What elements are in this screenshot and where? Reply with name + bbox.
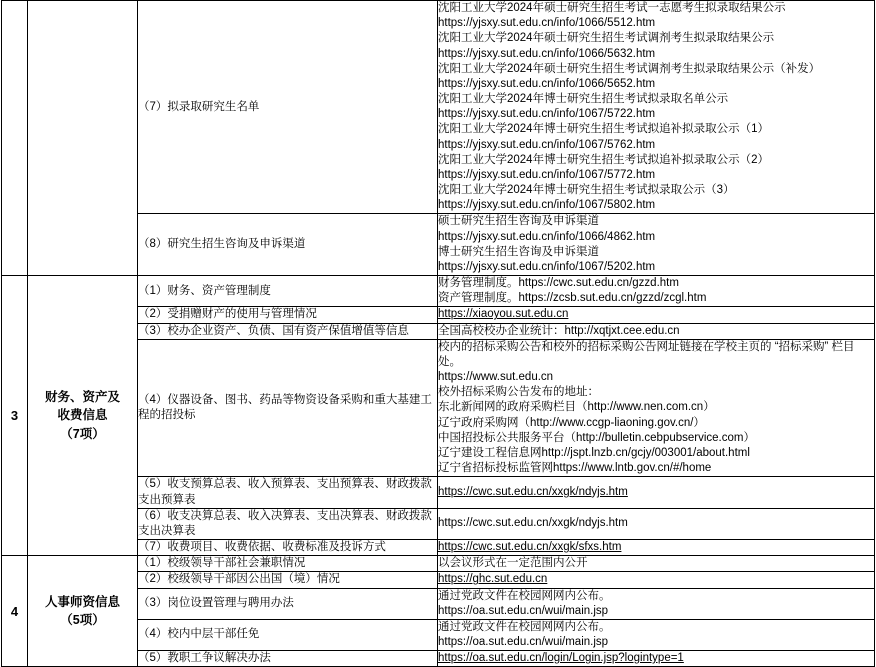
link-url[interactable]: https://oa.sut.edu.cn/wui/main.jsp	[438, 636, 609, 649]
row-category	[28, 276, 138, 556]
link-url[interactable]: https://yjsxy.sut.edu.cn/info/1066/5632.htm	[438, 47, 656, 60]
item-links	[438, 1, 875, 214]
link-url[interactable]: 辽宁省招标投标监管网https://www.lntb.gov.cn/#/home	[438, 462, 712, 475]
item-label: （7）收费项目、收费依据、收费标准及投诉方式	[138, 540, 438, 556]
item-links	[438, 556, 875, 572]
item-label: （7）拟录取研究生名单	[138, 1, 438, 214]
item-links	[438, 477, 875, 508]
link-url[interactable]: 中国招投标公共服务平台（http://bulletin.cebpubservice.com）	[438, 431, 755, 444]
category-line: （5项）	[60, 613, 105, 628]
item-label: （4）仪器设备、图书、药品等物资设备采购和重大基建工程的招投标	[138, 339, 438, 477]
link-url[interactable]: https://yjsxy.sut.edu.cn/info/1067/5722.htm	[438, 108, 656, 121]
row-category	[28, 1, 138, 276]
item-label: （1）财务、资产管理制度	[138, 276, 438, 307]
link-text: 沈阳工业大学2024年硕士研究生招生考试一志愿考生拟录取结果公示	[438, 2, 786, 14]
item-links	[438, 651, 875, 667]
item-links	[438, 276, 875, 307]
item-label: （3）校办企业资产、负债、国有资产保值增值等信息	[138, 323, 438, 339]
link-url[interactable]: https://yjsxy.sut.edu.cn/info/1067/5772.htm	[438, 168, 656, 181]
link-text: 通过党政文件在校园网网内公布。	[438, 620, 611, 633]
link-url[interactable]: https://cwc.sut.edu.cn/xxgk/sfxs.htm	[438, 541, 622, 554]
link-url[interactable]: 全国高校校办企业统计：http://xqtjxt.cee.edu.cn	[438, 324, 680, 337]
link-url[interactable]: https://cwc.sut.edu.cn/xxgk/ndyjs.htm	[438, 517, 628, 530]
link-text: 博士研究生招生咨询及申诉渠道	[438, 245, 599, 258]
link-text: 沈阳工业大学2024年博士研究生招生考试拟追补拟录取公示（1）	[438, 123, 769, 136]
link-text: 沈阳工业大学2024年硕士研究生招生考试调剂考生拟录取结果公示（补发）	[438, 62, 821, 75]
link-url[interactable]: 资产管理制度。https://zcsb.sut.edu.cn/gzzd/zcgl.htm	[438, 292, 707, 305]
link-url[interactable]: https://yjsxy.sut.edu.cn/info/1066/4862.htm	[438, 230, 656, 243]
item-label: （1）校级领导干部社会兼职情况	[138, 556, 438, 572]
link-text: 校外招标采购公告发布的地址：	[438, 386, 599, 399]
link-url[interactable]: 辽宁政府采购网（http://www.ccgp-liaoning.gov.cn/）	[438, 416, 705, 429]
item-links	[438, 619, 875, 650]
link-url[interactable]: 辽宁建设工程信息网http://jspt.lnzb.cn/gcjy/003001/about.html	[438, 446, 750, 459]
item-label: （2）受捐赠财产的使用与管理情况	[138, 307, 438, 323]
item-label: （2）校级领导干部因公出国（境）情况	[138, 572, 438, 588]
item-links	[438, 508, 875, 539]
table-row	[2, 276, 875, 307]
item-links	[438, 214, 875, 276]
link-text: 沈阳工业大学2024年博士研究生招生考试拟录取名单公示	[438, 93, 729, 106]
category-line: 收费信息	[57, 408, 108, 423]
link-text: 处。	[438, 355, 461, 368]
table-row	[2, 556, 875, 572]
item-label: （4）校内中层干部任免	[138, 619, 438, 650]
item-links	[438, 588, 875, 619]
link-url[interactable]: 财务管理制度。https://cwc.sut.edu.cn/gzzd.htm	[438, 277, 679, 290]
table-row	[2, 1, 875, 214]
link-url[interactable]: https://oa.sut.edu.cn/wui/main.jsp	[438, 604, 609, 617]
category-line: （7项）	[60, 426, 105, 441]
item-label: （5）教职工争议解决办法	[138, 651, 438, 667]
link-text: 沈阳工业大学2024年博士研究生招生考试拟录取公示（3）	[438, 184, 735, 197]
link-text: 沈阳工业大学2024年博士研究生招生考试拟追补拟录取公示（2）	[438, 153, 769, 166]
item-label: （6）收支决算总表、收入决算表、支出决算表、财政拨款支出决算表	[138, 508, 438, 539]
item-label: （3）岗位设置管理与聘用办法	[138, 588, 438, 619]
item-links	[438, 323, 875, 339]
link-url[interactable]: https://yjsxy.sut.edu.cn/info/1067/5762.htm	[438, 138, 656, 151]
category-line: 人事师资信息	[44, 594, 120, 609]
link-url[interactable]: https://cwc.sut.edu.cn/xxgk/ndyjs.htm	[438, 485, 628, 498]
row-category	[28, 556, 138, 667]
row-number	[2, 1, 28, 276]
link-text: 硕士研究生招生咨询及申诉渠道	[438, 215, 599, 228]
item-label: （8）研究生招生咨询及申诉渠道	[138, 214, 438, 276]
link-text: 校内的招标采购公告和校外的招标采购公告网址链接在学校主页的 “招标采购” 栏目	[438, 340, 855, 353]
link-url[interactable]: https://yjsxy.sut.edu.cn/info/1066/5512.htm	[438, 17, 656, 30]
link-url[interactable]: https://www.sut.edu.cn	[438, 371, 554, 384]
link-text: 通过党政文件在校园网网内公布。	[438, 589, 611, 602]
item-label: （5）收支预算总表、收入预算表、支出预算表、财政拨款支出预算表	[138, 477, 438, 508]
category-line: 财务、资产及	[44, 389, 120, 404]
item-links	[438, 339, 875, 477]
link-text: 沈阳工业大学2024年硕士研究生招生考试调剂考生拟录取结果公示	[438, 32, 775, 45]
row-number: 3	[2, 276, 28, 556]
link-url[interactable]: https://ghc.sut.edu.cn	[438, 573, 548, 586]
table-body	[2, 1, 875, 667]
information-disclosure-table	[1, 0, 875, 667]
item-links	[438, 307, 875, 323]
link-url[interactable]: https://yjsxy.sut.edu.cn/info/1067/5202.htm	[438, 260, 656, 273]
item-links	[438, 572, 875, 588]
link-url[interactable]: https://yjsxy.sut.edu.cn/info/1066/5652.htm	[438, 77, 656, 90]
link-url[interactable]: https://oa.sut.edu.cn/login/Login.jsp?logintype=1	[438, 652, 684, 665]
link-url[interactable]: https://yjsxy.sut.edu.cn/info/1067/5802.htm	[438, 199, 656, 212]
link-text: 以会议形式在一定范围内公开	[438, 557, 588, 570]
link-url[interactable]: https://xiaoyou.sut.edu.cn	[438, 308, 569, 321]
row-number: 4	[2, 556, 28, 667]
link-url[interactable]: 东北新闻网的政府采购栏目（http://www.nen.com.cn）	[438, 401, 715, 414]
item-links	[438, 540, 875, 556]
